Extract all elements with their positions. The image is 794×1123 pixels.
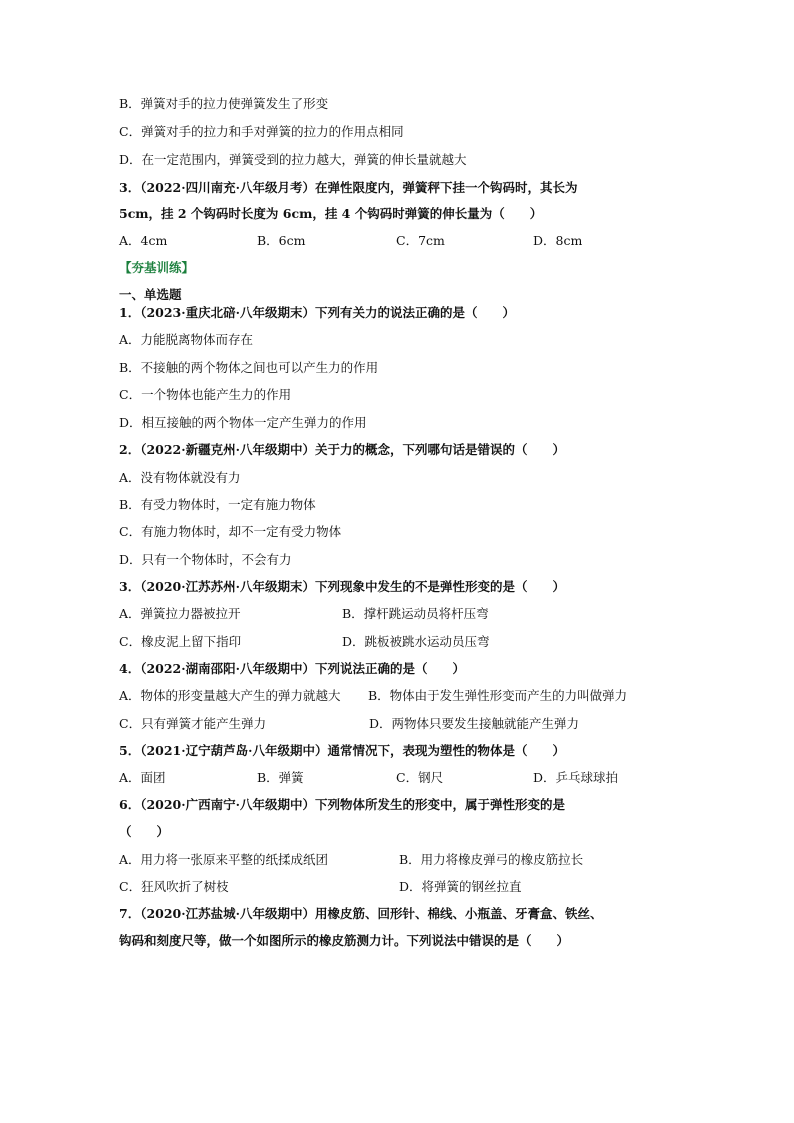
option-a: A．4cm [119,233,168,248]
option-c: C．有施力物体时，却不一定有受力物体 [119,524,342,539]
option-b: B．弹簧 [257,770,304,785]
option-d: D．8cm [533,233,583,248]
option-a: A．用力将一张原来平整的纸揉成纸团 [119,852,329,867]
option-c: C．橡皮泥上留下指印 [119,634,242,649]
option-c: C．7cm [396,233,445,248]
option-c: C．狂风吹折了树枝 [119,879,229,894]
option-a: A．面团 [119,770,166,785]
question-stem: 7．（2020·江苏盐城·八年级期中）用橡皮筋、回形针、棉线、小瓶盖、牙膏盒、铁丝、 [119,906,603,921]
option-d: D．乒乓球球拍 [533,770,619,785]
option-a: A．物体的形变量越大产生的弹力就越大 [119,688,341,703]
option-b: B．不接触的两个物体之间也可以产生力的作用 [119,360,379,375]
option-a: A．弹簧拉力器被拉开 [119,606,241,621]
option-a: A．力能脱离物体而存在 [119,332,254,347]
question-stem-cont: 钩码和刻度尺等，做一个如图所示的橡皮筋测力计。下列说法中错误的是（ ） [119,933,570,948]
option-b: B．用力将橡皮弹弓的橡皮筋拉长 [399,852,584,867]
section-title: 【夯基训练】 [119,260,195,275]
subsection-title: 一、单选题 [119,287,182,302]
option-b: B．6cm [257,233,306,248]
question-stem: 1．（2023·重庆北碚·八年级期末）下列有关力的说法正确的是（ ） [119,305,515,320]
option-c: C．钢尺 [396,770,444,785]
option-d: D．只有一个物体时，不会有力 [119,552,292,567]
option-c: C．只有弹簧才能产生弹力 [119,716,267,731]
option-b: B．撑杆跳运动员将杆压弯 [342,606,489,621]
question-stem: 5．（2021·辽宁葫芦岛·八年级期中）通常情况下，表现为塑性的物体是（ ） [119,743,565,758]
option-b: B．有受力物体时，一定有施力物体 [119,497,316,512]
option-d: D．相互接触的两个物体一定产生弹力的作用 [119,415,367,430]
option-d: D．两物体只要发生接触就能产生弹力 [369,716,580,731]
question-stem: 4．（2022·湖南邵阳·八年级期中）下列说法正确的是（ ） [119,661,465,676]
question-stem: 2．（2022·新疆克州·八年级期中）关于力的概念，下列哪句话是错误的（ ） [119,442,565,457]
option-d: D．跳板被跳水运动员压弯 [342,634,490,649]
question-stem-cont: （ ） [119,824,170,839]
question-stem: 6．（2020·广西南宁·八年级期中）下列物体所发生的形变中，属于弹性形变的是 [119,797,565,812]
option-a: A．没有物体就没有力 [119,470,241,485]
option-b: B．弹簧对手的拉力使弹簧发生了形变 [119,96,329,111]
question-stem: 3．（2020·江苏苏州·八年级期末）下列现象中发生的不是弹性形变的是（ ） [119,579,565,594]
question-stem: 3．（2022·四川南充·八年级月考）在弹性限度内，弹簧秤下挂一个钩码时，其长为 [119,180,578,195]
question-stem-cont: 5cm，挂 2 个钩码时长度为 6cm，挂 4 个钩码时弹簧的伸长量为（ ） [119,206,543,221]
option-b: B．物体由于发生弹性形变而产生的力叫做弹力 [368,688,628,703]
option-c: C．一个物体也能产生力的作用 [119,387,292,402]
option-c: C．弹簧对手的拉力和手对弹簧的拉力的作用点相同 [119,124,404,139]
option-d: D．在一定范围内，弹簧受到的拉力越大，弹簧的伸长量就越大 [119,152,467,167]
option-d: D．将弹簧的钢丝拉直 [399,879,522,894]
